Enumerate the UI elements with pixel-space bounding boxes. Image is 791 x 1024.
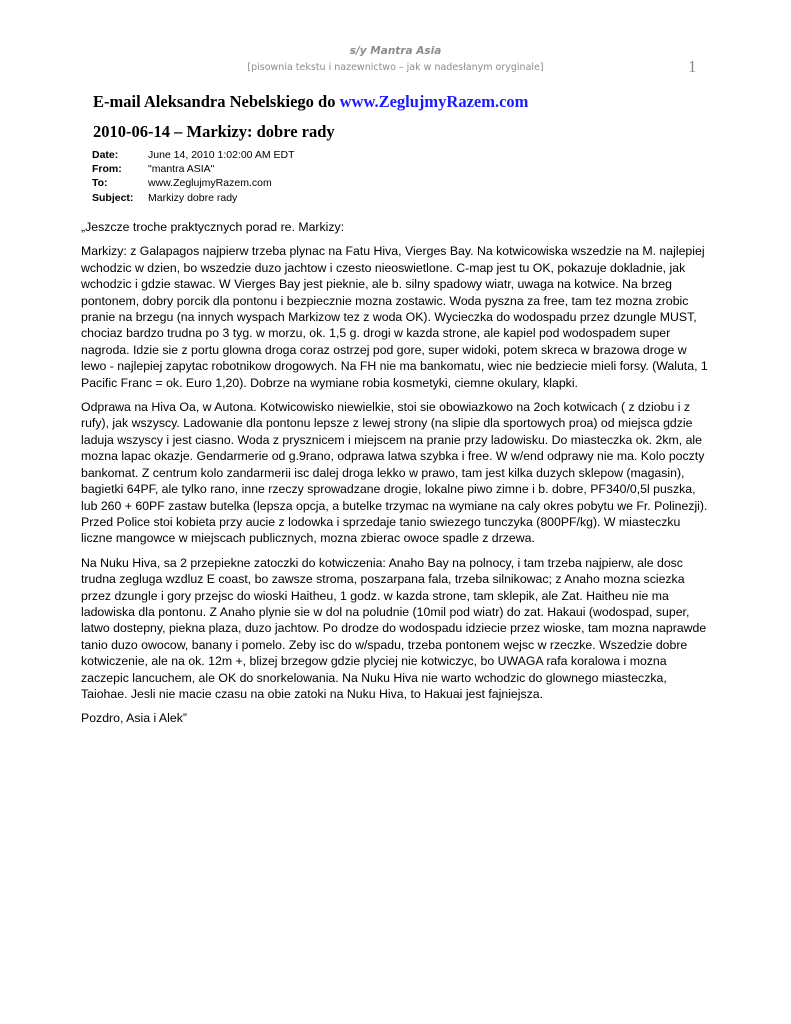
page-number: 1 bbox=[688, 57, 697, 76]
meta-value: Markizy dobre rady bbox=[148, 191, 238, 204]
meta-row-subject bbox=[92, 191, 295, 205]
meta-value: "mantra ASIA" bbox=[148, 163, 215, 176]
body-paragraph: Odprawa na Hiva Oa, w Autona. Kotwicowisko niewielkie, stoi sie obowiazkowo na 2och kotwicach ( z dziobu i z rufy), jak wszyscy. Ladowanie dla pontonu lepsze z lewej strony (na slipie dla sportowych proa) od miejsca gdzie laduja wszyscy i jest ciasno. Woda z prysznicem i miejscem na pranie przy ladowisku. Do miasteczka ok. 2km, ale mozna lapac okazje. Gendarmerie od g.9rano, odprawa latwa szybka i free. W w/end odprawy nie ma. Kolo poczty bankomat. Z centrum kolo zandarmerii isc dalej droga lekko w prawo, tam jest kilka duzych sklepow (magasin), bagietki 64PF, ale tylko rano, inne rzeczy sprowadzane drogie, lokalne piwo zimne i b. dobre, PF340/0,5l puszka, lub 260 + 60PF zastaw butelka (lepsza opcja, a butelke trzymac na wymiane na caly okres pobytu we Fr. Polinezji). Przed Police stoi kobieta przy aucie z lodowka i sprzedaje tanio swiezego tunczyka (800PF/kg). W miasteczku liczne mangowce w miejscach publicznych, mozna zbierac owoce spadle z drzewa. bbox=[81, 400, 708, 546]
email-body bbox=[81, 219, 711, 735]
body-paragraph: „Jeszcze troche praktycznych porad re. Markizy: bbox=[81, 220, 345, 234]
meta-value: June 14, 2010 1:02:00 AM EDT bbox=[148, 149, 295, 161]
document-heading bbox=[93, 92, 528, 112]
meta-value: www.ZeglujmyRazem.com bbox=[148, 177, 272, 190]
document-subheading: 2010-06-14 – Markizy: dobre rady bbox=[93, 122, 335, 141]
body-paragraph: Markizy: z Galapagos najpierw trzeba plynac na Fatu Hiva, Vierges Bay. Na kotwicowiska wszedzie na M. najlepiej wchodzic w dzien, bo wszedzie duzo jachtow i czesto nieoswietlone. C-map jest tu OK, pokazuje dokladnie, jak wchodzic i gdzie stawac. W Vierges Bay jest pieknie, ale b. silny spadowy wiatr, uwaga na kotwice. Na brzeg pontonem, dobry porcik dla pontonu i bezpiecznie mozna zostawic. Woda pyszna za free, tam tez mozna zrobic pranie na brzegu (na innych wyspach Markizow tez z woda OK). Wycieczka do wodospadu przez dzungle MUST, chociaz bardzo trudna po 3 tyg. w morzu, ok. 1,5 g. drogi w kazda strone, ale kapiel pod wodospadem super nagroda. Idzie sie z portu glowna droga coraz ostrzej pod gore, super widoki, potem skreca w brazowa droge w lewo - najlepiej zapytac robotnikow drogowych. Na FH nie ma bankomatu, wiec nie bedziecie mieli forsy. (Waluta, 1 Pacific Franc = ok. Euro 1,20). Dobrze na wymiane robia kosmetyki, ciemne okulary, klapki. bbox=[81, 244, 708, 390]
email-meta-table bbox=[92, 148, 295, 205]
meta-key: To: bbox=[92, 177, 108, 190]
meta-key: Subject: bbox=[92, 191, 134, 204]
header-title: s/y Mantra Asia bbox=[349, 45, 442, 57]
heading-text: E-mail Aleksandra Nebelskiego do bbox=[93, 92, 340, 111]
body-paragraph: Pozdro, Asia i Alek” bbox=[81, 711, 187, 726]
meta-key: From: bbox=[92, 163, 122, 176]
meta-row-from bbox=[92, 162, 295, 176]
meta-key: Date: bbox=[92, 149, 119, 161]
meta-row-date bbox=[92, 148, 295, 162]
heading-link[interactable]: www.ZeglujmyRazem.com bbox=[339, 92, 529, 111]
meta-row-to bbox=[92, 176, 295, 190]
body-paragraph: Na Nuku Hiva, sa 2 przepiekne zatoczki do kotwiczenia: Anaho Bay na polnocy, i tam trzeba najpierw, ale dosc trudna zegluga wzdluz E coast, bo zawsze stroma, poszarpana fala, trzeba silnikowac; z Anaho mozna sciezka przez dzungle i gory przejsc do wioski Haitheu, 1 godz. w kazda strone, tam sklepik, ale Zat. Haitheu nie ma ladowiska dla pontonu. Z Anaho plynie sie w dol na poludnie (10mil pod wiatr) do zat. Hakaui (wodospad, super, latwo dostepny, piekna plaza, duzo jachtow. Po drodze do wodospadu idziecie przez wioske, tam mozna naprawde tanio duzo owocow, banany i pomelo. Zeby isc do w/spadu, trzeba pontonem wejsc w rzeczke. Wszedzie dobre kotwiczenie, ale na ok. 12m +, blizej brzegow gdzie plyciej nie kotwiczyc, bo UWAGA rafa koralowa i mozna zaczepic lancuchem, ale OK do snorkelowania. Na Nuku Hiva nie warto wchodzic do glownego miasteczka, Taiohae. Jesli nie macie czasu na obie zatoki na Nuku Hiva, to Hakuai jest fajniejsza. bbox=[81, 555, 707, 701]
header-note: [pisownia tekstu i nazewnictwo – jak w nadesłanym oryginale] bbox=[247, 62, 544, 73]
